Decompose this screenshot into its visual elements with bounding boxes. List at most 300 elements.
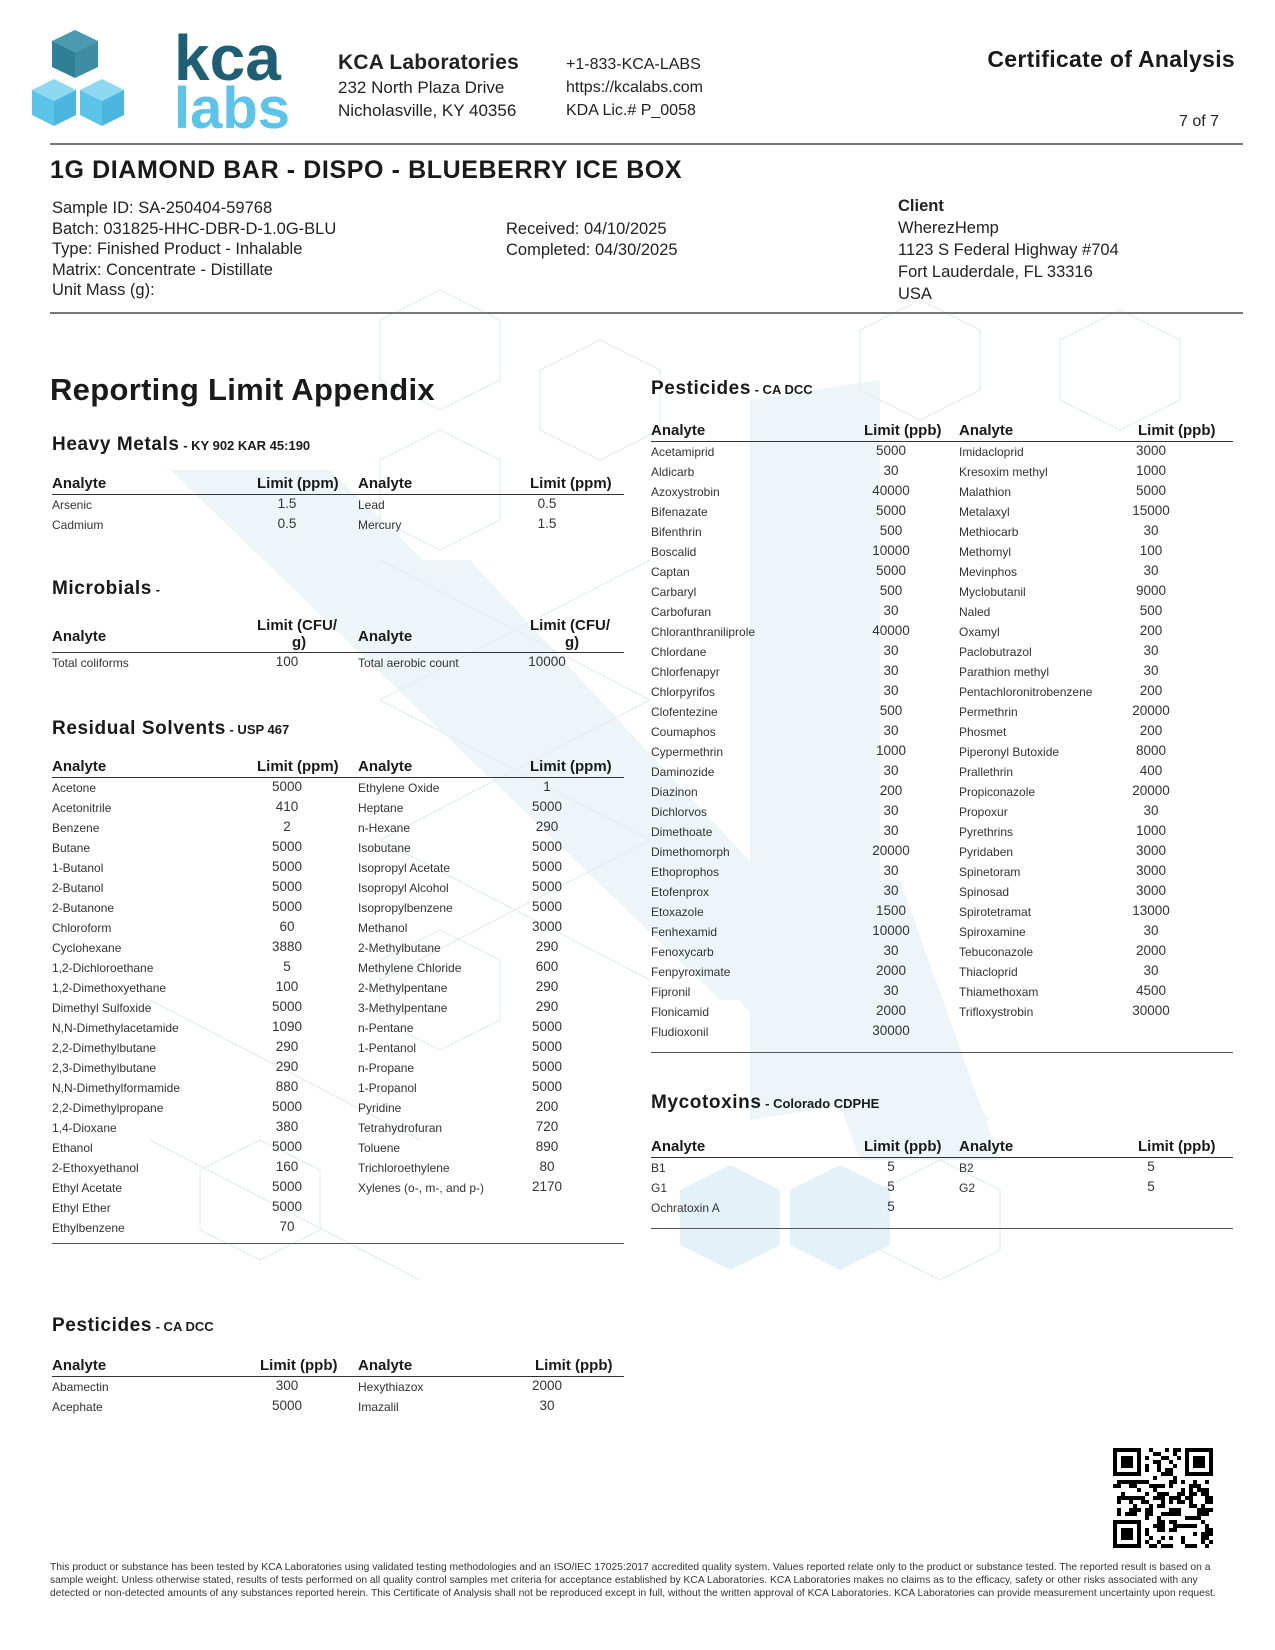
limit-cell: 4500	[1135, 983, 1167, 998]
table-header	[651, 1132, 1233, 1158]
limit-cell: 5000	[875, 503, 907, 518]
sample-batch: Batch: 031825-HHC-DBR-D-1.0G-BLU	[52, 219, 337, 238]
limit-cell: 8000	[1135, 743, 1167, 758]
limit-cell: 5	[887, 1179, 895, 1194]
analyte-cell: Dichlorvos	[651, 805, 708, 819]
limit-cell: 5000	[271, 879, 303, 894]
limit-cell: 400	[1139, 763, 1163, 778]
limit-cell: 5000	[1135, 483, 1167, 498]
analyte-cell: Mercury	[358, 518, 402, 532]
limit-cell: 1.5	[537, 516, 557, 531]
limit-cell: 5000	[271, 899, 303, 914]
limit-cell: 30	[1143, 563, 1159, 578]
limit-cell: 5000	[271, 1139, 303, 1154]
limit-cell: 9000	[1135, 583, 1167, 598]
limit-cell: 30	[883, 763, 899, 778]
table-row	[52, 495, 624, 515]
analyte-cell: Carbaryl	[651, 585, 697, 599]
analyte-cell: 2-Butanone	[52, 901, 115, 915]
limit-cell: 2	[283, 819, 291, 834]
limit-cell: 1000	[1135, 823, 1167, 838]
analyte-cell: Spirotetramat	[959, 905, 1032, 919]
limit-cell: 500	[879, 703, 903, 718]
table-row	[651, 1158, 1233, 1178]
limit-cell: 5000	[875, 443, 907, 458]
table-row	[52, 818, 624, 838]
limit-cell: 2000	[1135, 943, 1167, 958]
limit-cell: 5000	[271, 999, 303, 1014]
limit-cell: 100	[275, 654, 299, 669]
analyte-cell: Chloroform	[52, 921, 112, 935]
limit-cell: 160	[275, 1159, 299, 1174]
limit-cell: 30	[883, 463, 899, 478]
col-limit: Limit (ppb)	[864, 422, 942, 439]
pesticides-left-section	[52, 1315, 624, 1417]
limit-cell: 200	[1139, 683, 1163, 698]
analyte-cell: Mevinphos	[959, 565, 1018, 579]
col-limit: Limit (ppb)	[1138, 422, 1216, 439]
analyte-cell: Pyridine	[358, 1101, 402, 1115]
analyte-cell: 1-Butanol	[52, 861, 104, 875]
col-analyte: Analyte	[358, 475, 413, 492]
client-label: Client	[898, 197, 944, 215]
table-body	[52, 1377, 624, 1417]
analyte-cell: Malathion	[959, 485, 1012, 499]
analyte-cell: Acetonitrile	[52, 801, 112, 815]
table-row	[651, 742, 1233, 762]
section-title: Pesticides	[651, 378, 751, 399]
table-row	[651, 822, 1233, 842]
table-row	[52, 958, 624, 978]
limit-cell: 290	[275, 1039, 299, 1054]
limit-cell: 5	[283, 959, 291, 974]
page-number: 7 of 7	[1178, 113, 1219, 130]
section-heading	[651, 1092, 1233, 1118]
limit-cell: 5000	[531, 1019, 563, 1034]
limit-cell: 1000	[875, 743, 907, 758]
analyte-cell: Bifenthrin	[651, 525, 702, 539]
section-title: Microbials	[52, 578, 152, 599]
section-method: -	[151, 582, 160, 597]
table-row	[651, 1178, 1233, 1198]
analyte-cell: Phosmet	[959, 725, 1007, 739]
analyte-cell: Dimethomorph	[651, 845, 730, 859]
analyte-cell: Acetone	[52, 781, 97, 795]
analyte-cell: Total coliforms	[52, 656, 129, 670]
analyte-cell: 2,2-Dimethylbutane	[52, 1041, 157, 1055]
section-heading	[52, 1315, 624, 1341]
qr-code-icon[interactable]	[1113, 1448, 1213, 1548]
table-row	[651, 462, 1233, 482]
table-row	[651, 842, 1233, 862]
limit-cell: 40000	[872, 483, 910, 498]
limit-cell: 30	[883, 603, 899, 618]
logo-labs-text: labs	[174, 76, 291, 136]
analyte-cell: Imidacloprid	[959, 445, 1024, 459]
table-row	[651, 542, 1233, 562]
col-analyte: Analyte	[52, 628, 107, 645]
analyte-cell: Daminozide	[651, 765, 715, 779]
analyte-cell: Bifenazate	[651, 505, 708, 519]
analyte-cell: Fenoxycarb	[651, 945, 714, 959]
table-row	[52, 898, 624, 918]
analyte-cell: Cyclohexane	[52, 941, 122, 955]
limit-cell: 20000	[1132, 703, 1170, 718]
limit-cell: 5000	[271, 1398, 303, 1413]
col-analyte: Analyte	[959, 1138, 1014, 1155]
analyte-cell: Ochratoxin A	[651, 1201, 720, 1215]
table-header	[52, 1351, 624, 1377]
analyte-cell: Pentachloronitrobenzene	[959, 685, 1093, 699]
limit-cell: 5000	[271, 1199, 303, 1214]
limit-cell: 2000	[531, 1378, 563, 1393]
table-row	[651, 522, 1233, 542]
analyte-cell: Total aerobic count	[358, 656, 459, 670]
analyte-cell: Methomyl	[959, 545, 1012, 559]
analyte-cell: Xylenes (o-, m-, and p-)	[358, 1181, 485, 1195]
limit-cell: 13000	[1132, 903, 1170, 918]
col-limit: Limit (ppm)	[530, 475, 612, 492]
analyte-cell: Kresoxim methyl	[959, 465, 1048, 479]
analyte-cell: Fipronil	[651, 985, 691, 999]
section-title: Pesticides	[52, 1315, 152, 1336]
limit-cell: 30	[883, 663, 899, 678]
table-row	[651, 562, 1233, 582]
analyte-cell: Aldicarb	[651, 465, 695, 479]
limit-cell: 20000	[872, 843, 910, 858]
analyte-cell: Methylene Chloride	[358, 961, 462, 975]
analyte-cell: B2	[959, 1161, 974, 1175]
analyte-cell: 2-Butanol	[52, 881, 104, 895]
limit-cell: 600	[535, 959, 559, 974]
analyte-cell: 2,2-Dimethylpropane	[52, 1101, 164, 1115]
section-title: Mycotoxins	[651, 1092, 762, 1113]
analyte-cell: Propoxur	[959, 805, 1008, 819]
analyte-cell: 1,2-Dichloroethane	[52, 961, 154, 975]
lab-address-line1: 232 North Plaza Drive	[338, 78, 505, 97]
limit-cell: 500	[879, 523, 903, 538]
analyte-cell: Cypermethrin	[651, 745, 724, 759]
analyte-cell: 1-Propanol	[358, 1081, 417, 1095]
limit-cell: 30000	[1132, 1003, 1170, 1018]
analyte-cell: Captan	[651, 565, 690, 579]
analyte-cell: Prallethrin	[959, 765, 1014, 779]
sample-divider	[50, 312, 1243, 314]
table-header	[52, 752, 624, 778]
analyte-cell: B1	[651, 1161, 666, 1175]
client-country: USA	[898, 285, 932, 303]
limit-cell: 890	[535, 1139, 559, 1154]
analyte-cell: Oxamyl	[959, 625, 1000, 639]
analyte-cell: Benzene	[52, 821, 100, 835]
limit-cell: 5000	[531, 839, 563, 854]
limit-cell: 3000	[531, 919, 563, 934]
table-row	[651, 782, 1233, 802]
sample-id: Sample ID: SA-250404-59768	[52, 199, 273, 217]
analyte-cell: Butane	[52, 841, 91, 855]
analyte-cell: Coumaphos	[651, 725, 716, 739]
analyte-cell: Isopropylbenzene	[358, 901, 453, 915]
analyte-cell: Myclobutanil	[959, 585, 1026, 599]
limit-cell: 200	[1139, 623, 1163, 638]
table-row	[651, 762, 1233, 782]
client-city: Fort Lauderdale, FL 33316	[898, 263, 1093, 281]
limit-cell: 5000	[271, 859, 303, 874]
analyte-cell: N,N-Dimethylformamide	[52, 1081, 181, 1095]
limit-cell: 5	[887, 1199, 895, 1214]
analyte-cell: Parathion methyl	[959, 665, 1050, 679]
sample-info	[52, 198, 336, 301]
analyte-cell: Methanol	[358, 921, 408, 935]
limit-cell: 30	[883, 803, 899, 818]
analyte-cell: Isobutane	[358, 841, 411, 855]
table-row	[52, 978, 624, 998]
col-limit: Limit (ppm)	[530, 758, 612, 775]
table-body	[651, 1158, 1233, 1229]
limit-cell: 5000	[531, 859, 563, 874]
limit-cell: 5000	[531, 879, 563, 894]
pesticides-right-section	[651, 378, 1233, 1053]
analyte-cell: Acephate	[52, 1400, 103, 1414]
analyte-cell: Ethoprophos	[651, 865, 720, 879]
analyte-cell: Boscalid	[651, 545, 697, 559]
analyte-cell: Tebuconazole	[959, 945, 1034, 959]
table-row	[651, 902, 1233, 922]
analyte-cell: Flonicamid	[651, 1005, 710, 1019]
analyte-cell: N,N-Dimethylacetamide	[52, 1021, 179, 1035]
analyte-cell: Lead	[358, 498, 385, 512]
sample-matrix: Matrix: Concentrate - Distillate	[52, 260, 273, 279]
analyte-cell: n-Pentane	[358, 1021, 414, 1035]
limit-cell: 5000	[271, 779, 303, 794]
analyte-cell: Diazinon	[651, 785, 698, 799]
limit-cell: 60	[279, 919, 295, 934]
kca-cubes-logo-icon	[32, 28, 307, 136]
table-row	[52, 1038, 624, 1058]
table-header	[52, 617, 624, 653]
analyte-cell: Spinetoram	[959, 865, 1021, 879]
analyte-cell: G2	[959, 1181, 976, 1195]
limit-cell: 290	[275, 1059, 299, 1074]
col-analyte: Analyte	[358, 628, 413, 645]
analyte-cell: Chlorfenapyr	[651, 665, 720, 679]
analyte-cell: Piperonyl Butoxide	[959, 745, 1060, 759]
analyte-cell: Ethanol	[52, 1141, 93, 1155]
analyte-cell: 1,4-Dioxane	[52, 1121, 117, 1135]
limit-cell: 5000	[531, 899, 563, 914]
analyte-cell: Trichloroethylene	[358, 1161, 450, 1175]
sample-unit-mass: Unit Mass (g):	[52, 281, 155, 299]
logo-kca-text: kca	[174, 28, 281, 94]
limit-cell: 30	[1143, 923, 1159, 938]
limit-cell: 30	[883, 823, 899, 838]
limit-cell: 2170	[531, 1179, 563, 1194]
analyte-cell: Hexythiazox	[358, 1380, 424, 1394]
analyte-cell: Trifloxystrobin	[959, 1005, 1034, 1019]
table-row	[52, 1218, 624, 1238]
limit-cell: 5	[887, 1159, 895, 1174]
analyte-cell: Pyrethrins	[959, 825, 1014, 839]
received-date: Received: 04/10/2025	[506, 220, 667, 238]
table-body	[52, 653, 624, 673]
limit-cell: 200	[535, 1099, 559, 1114]
table-row	[52, 1377, 624, 1397]
table-body	[52, 778, 624, 1244]
limit-cell: 5	[1147, 1179, 1155, 1194]
table-row	[651, 962, 1233, 982]
table-row	[52, 1397, 624, 1417]
limit-cell: 200	[879, 783, 903, 798]
analyte-cell: Arsenic	[52, 498, 93, 512]
limit-cell: 100	[275, 979, 299, 994]
table-row	[651, 882, 1233, 902]
limit-cell: 30	[1143, 963, 1159, 978]
lab-contact	[566, 53, 703, 122]
analyte-cell: Imazalil	[358, 1400, 399, 1414]
limit-cell: 5000	[271, 1179, 303, 1194]
limit-cell: 2000	[875, 963, 907, 978]
limit-cell: 5000	[271, 1099, 303, 1114]
document-title: Certificate of Analysis	[987, 46, 1235, 72]
table-row	[651, 642, 1233, 662]
analyte-cell: Carbofuran	[651, 605, 712, 619]
limit-cell: 3000	[1135, 843, 1167, 858]
limit-cell: 30	[1143, 523, 1159, 538]
analyte-cell: Chloranthraniliprole	[651, 625, 756, 639]
section-heading	[52, 718, 624, 744]
table-row	[52, 1198, 624, 1218]
limit-cell: 5000	[875, 563, 907, 578]
lab-address-line2: Nicholasville, KY 40356	[338, 101, 517, 120]
table-row	[52, 653, 624, 673]
analyte-cell: Ethyl Ether	[52, 1201, 111, 1215]
table-row	[651, 942, 1233, 962]
section-title: Residual Solvents	[52, 718, 226, 739]
analyte-cell: n-Propane	[358, 1061, 415, 1075]
limit-cell: 30000	[872, 1023, 910, 1038]
limit-cell: 15000	[1132, 503, 1170, 518]
lab-phone: +1-833-KCA-LABS	[566, 56, 701, 73]
analyte-cell: Chlorpyrifos	[651, 685, 716, 699]
limit-cell: 1090	[271, 1019, 303, 1034]
sample-type: Type: Finished Product - Inhalable	[52, 240, 303, 258]
limit-cell: 5000	[531, 1039, 563, 1054]
limit-cell: 10000	[528, 654, 566, 669]
analyte-cell: Etofenprox	[651, 885, 710, 899]
limit-cell: 30	[1143, 643, 1159, 658]
limit-cell: 10000	[872, 923, 910, 938]
limit-cell: 3880	[271, 939, 303, 954]
col-analyte: Analyte	[52, 475, 107, 492]
analyte-cell: Naled	[959, 605, 991, 619]
appendix-title: Reporting Limit Appendix	[50, 372, 435, 407]
limit-cell: 1	[543, 779, 551, 794]
limit-cell: 880	[275, 1079, 299, 1094]
limit-cell: 30	[1143, 663, 1159, 678]
limit-cell: 5000	[531, 1079, 563, 1094]
limit-cell: 3000	[1135, 443, 1167, 458]
limit-cell: 410	[275, 799, 299, 814]
lab-name: KCA Laboratories	[338, 51, 519, 74]
analyte-cell: Isopropyl Acetate	[358, 861, 451, 875]
limit-cell: 5	[1147, 1159, 1155, 1174]
table-row	[52, 1098, 624, 1118]
table-row	[651, 802, 1233, 822]
limit-cell: 500	[1139, 603, 1163, 618]
analyte-cell: 2,3-Dimethylbutane	[52, 1061, 157, 1075]
limit-cell: 0.5	[537, 496, 557, 511]
table-row	[52, 1058, 624, 1078]
analyte-cell: Fenpyroximate	[651, 965, 731, 979]
table-row	[651, 482, 1233, 502]
analyte-cell: Cadmium	[52, 518, 104, 532]
analyte-cell: Fludioxonil	[651, 1025, 709, 1039]
disclaimer-text: This product or substance has been tested by KCA Laboratories using validated testing methodologies and an ISO/IEC 17025:2017 accredited quality system. Values reported relate only to the product or substance tested. The reported result is based on a sample weight. Unless otherwise stated, results of tests performed on all quality control samples met criteria for acceptance established by KCA Laboratories. KCA Laboratories makes no claims as to the efficacy, safety or other risks associated with any detected or non-detected amounts of any substances reported herein. This Certificate of Analysis shall not be reproduced except in full, without the written approval of KCA Laboratories. KCA Laboratories can provide measurement uncertainty upon request.	[50, 1562, 1216, 1599]
analyte-cell: Pyridaben	[959, 845, 1014, 859]
col-analyte: Analyte	[651, 1138, 706, 1155]
limit-cell: 300	[275, 1378, 299, 1393]
table-row	[651, 602, 1233, 622]
lab-website-link[interactable]: https://kcalabs.com	[566, 79, 703, 96]
col-limit: Limit (ppm)	[257, 475, 339, 492]
analyte-cell: 2-Ethoxyethanol	[52, 1161, 139, 1175]
section-method: - CA DCC	[751, 382, 813, 397]
limit-cell: 290	[535, 999, 559, 1014]
section-method: - Colorado CDPHE	[761, 1096, 880, 1111]
analyte-cell: Dimethyl Sulfoxide	[52, 1001, 152, 1015]
limit-cell: 30	[883, 863, 899, 878]
limit-cell: 10000	[872, 543, 910, 558]
limit-cell: 5000	[531, 799, 563, 814]
limit-cell: 70	[279, 1219, 295, 1234]
col-analyte: Analyte	[358, 758, 413, 775]
col-analyte: Analyte	[959, 422, 1014, 439]
table-row	[651, 922, 1233, 942]
limit-cell: 290	[535, 979, 559, 994]
col-analyte: Analyte	[52, 758, 107, 775]
limit-cell: 1500	[875, 903, 907, 918]
col-analyte: Analyte	[52, 1357, 107, 1374]
section-method: - CA DCC	[152, 1319, 214, 1334]
analyte-cell: Dimethoate	[651, 825, 713, 839]
limit-cell: 40000	[872, 623, 910, 638]
analyte-cell: 1-Pentanol	[358, 1041, 417, 1055]
limit-cell: 720	[535, 1119, 559, 1134]
col-limit: Limit (ppb)	[864, 1138, 942, 1155]
analyte-cell: Thiacloprid	[959, 965, 1018, 979]
analyte-cell: Propiconazole	[959, 785, 1036, 799]
product-title: 1G DIAMOND BAR - DISPO - BLUEBERRY ICE BOX	[50, 156, 683, 184]
section-method: - USP 467	[225, 722, 290, 737]
limit-cell: 290	[535, 939, 559, 954]
col-limit: Limit (ppb)	[260, 1357, 338, 1374]
analyte-cell: Ethylbenzene	[52, 1221, 125, 1235]
limit-cell: 5000	[271, 839, 303, 854]
limit-cell: 1000	[1135, 463, 1167, 478]
analyte-cell: 2-Methylpentane	[358, 981, 448, 995]
limit-cell: 30	[883, 983, 899, 998]
lab-license: KDA Lic.# P_0058	[566, 102, 696, 119]
table-row	[52, 1138, 624, 1158]
table-row	[651, 1198, 1233, 1218]
section-method: - KY 902 KAR 45:190	[179, 438, 311, 453]
table-row	[651, 682, 1233, 702]
table-row	[52, 515, 624, 535]
section-heading	[52, 578, 624, 604]
residual-solvents-section	[52, 718, 624, 1244]
limit-cell: 0.5	[277, 516, 297, 531]
analyte-cell: Permethrin	[959, 705, 1018, 719]
